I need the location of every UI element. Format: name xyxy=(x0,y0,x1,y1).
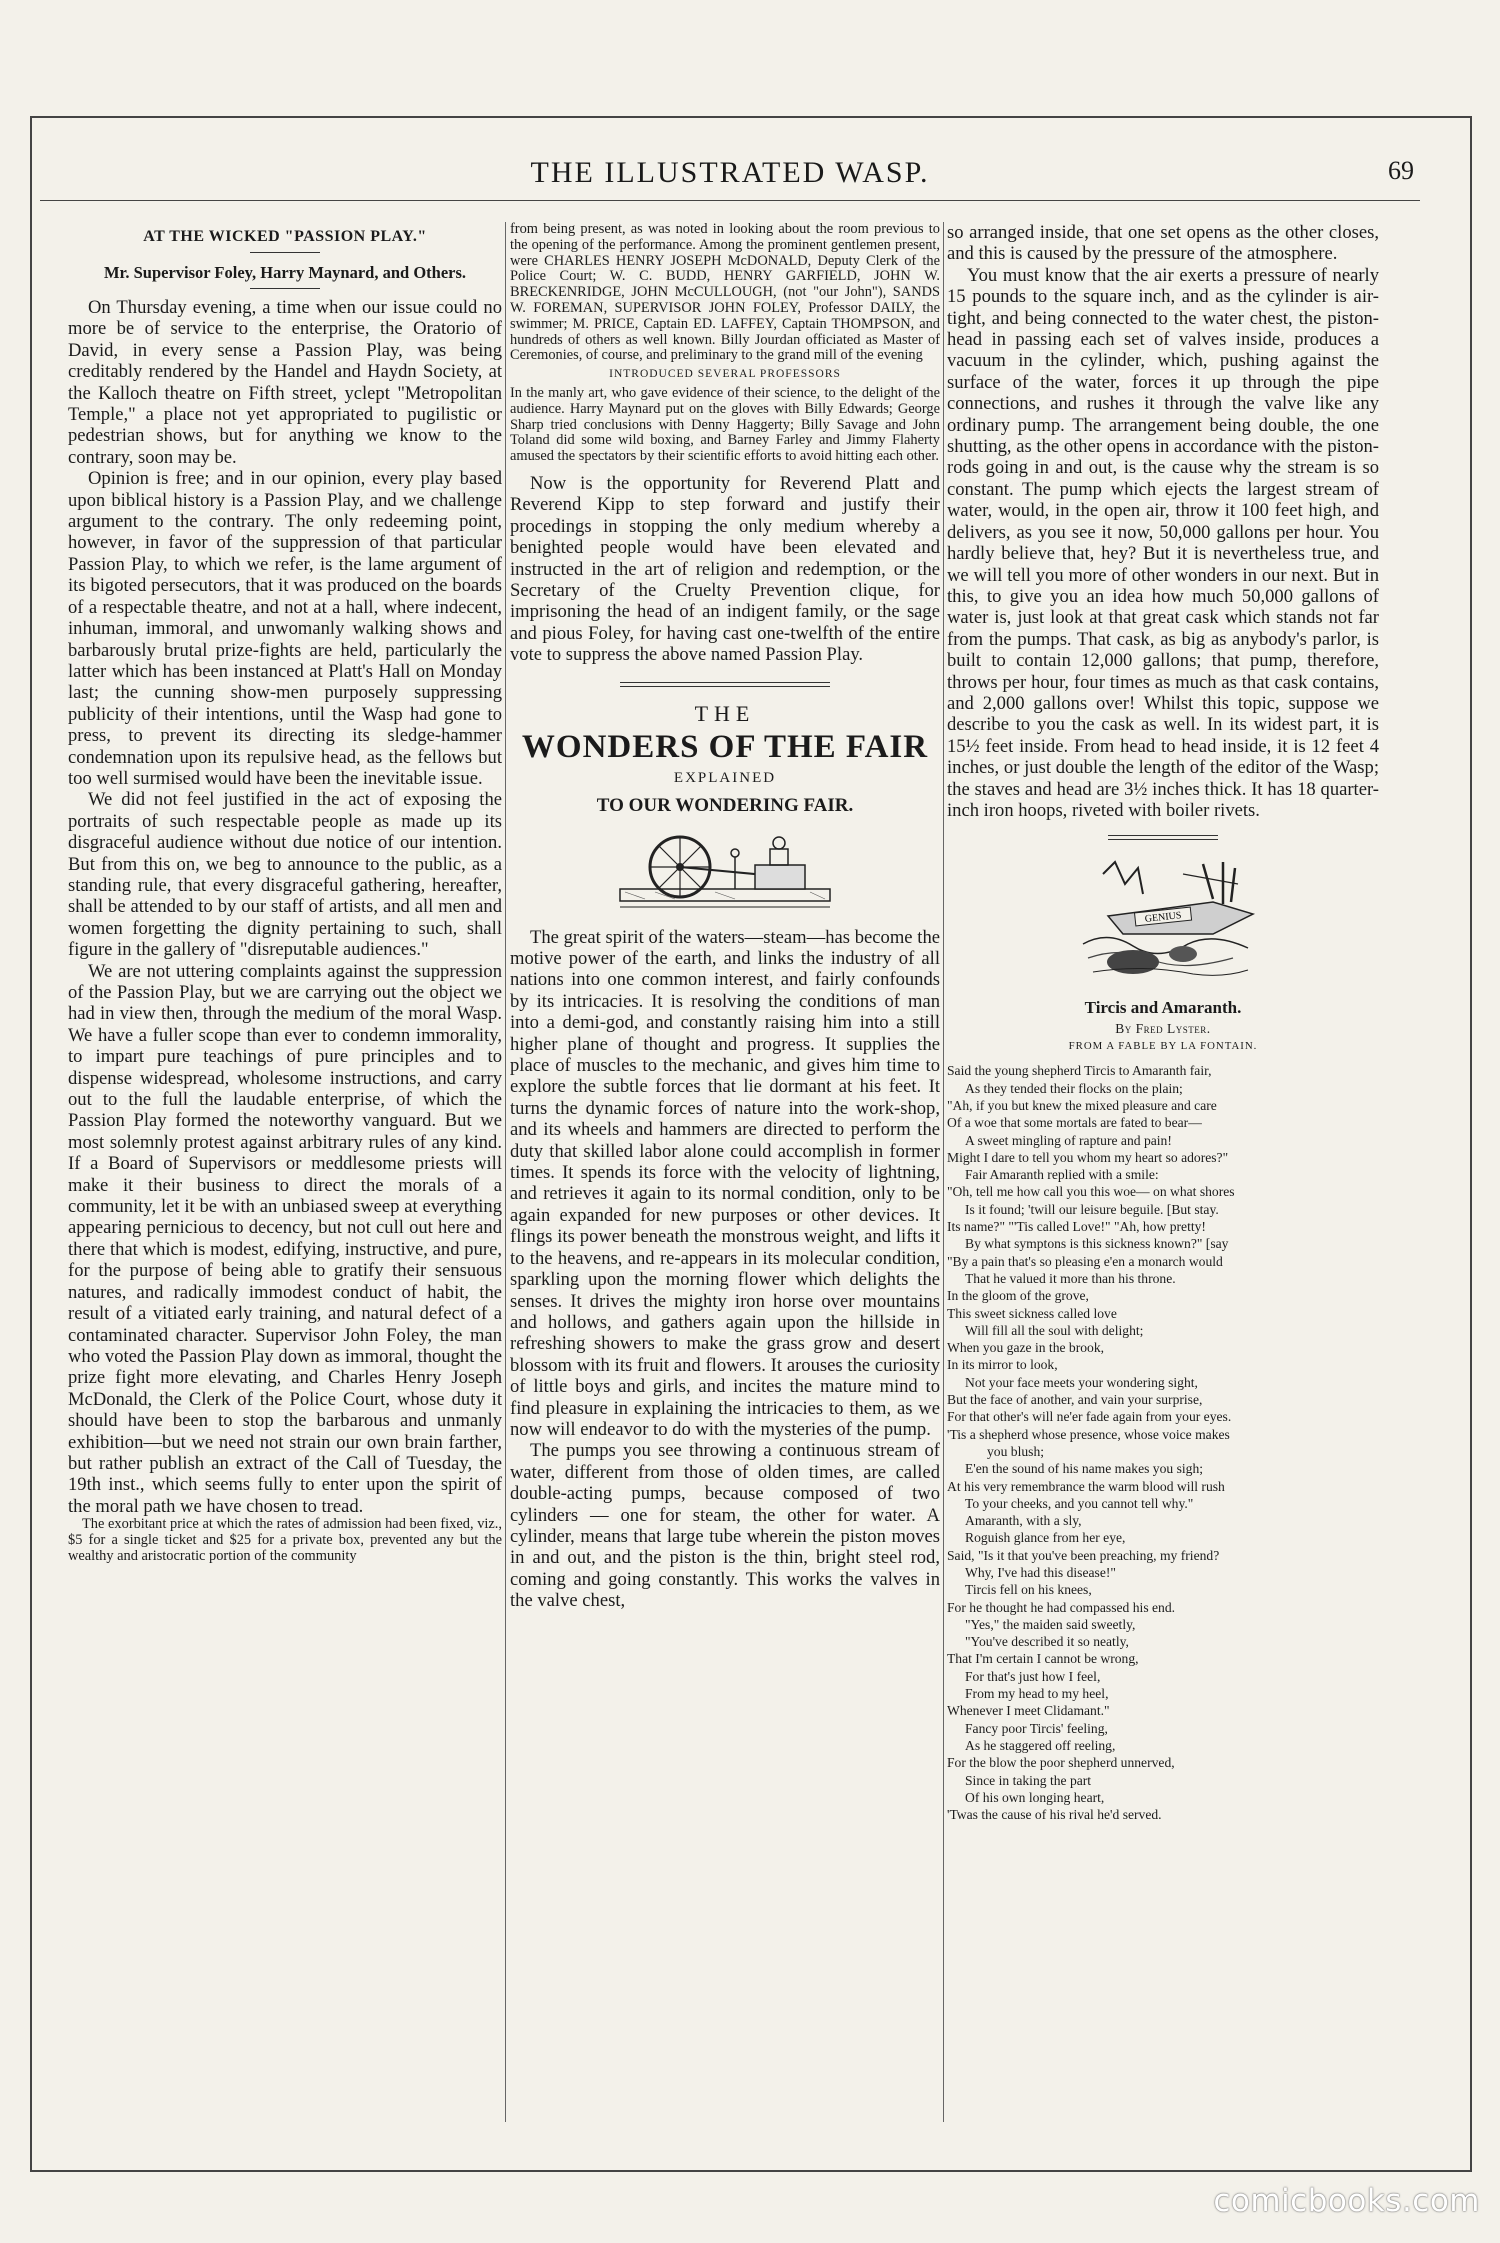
article-subtitle: TO OUR WONDERING FAIR. xyxy=(596,794,854,816)
extract-paragraph: from being present, as was noted in looking about the room previous to the opening of the performance. Among the prominent gentlemen present, were CHARLES HENRY JOSEPH McDONALD, Deputy Clerk of the Police Court; W. C. BUDD, HENRY GARFIELD, JOHN W. BRECKENRIDGE, JOHN McCULLOUGH, (not "our John"), SANDS W. FOREMAN, SUPERVISOR JOHN FOLEY, Professor DAILY, the swimmer; M. PRICE, Captain ED. LAFFEY, Captain THOMPSON, and hundreds of others as well known. Billy Jourdan officiated as Master of Ceremonies, of course, and preliminary to the grand mill of the evening xyxy=(510,222,940,364)
poem-line: "Ah, if you but knew the mixed pleasure and care xyxy=(947,1097,1217,1113)
poem-line: Of his own longing heart, xyxy=(965,1789,1105,1805)
poem-source: FROM A FABLE BY LA FONTAIN. xyxy=(1068,1040,1258,1053)
publication-title: THE ILLUSTRATED WASP. xyxy=(530,156,930,189)
poem-line: Of a woe that some mortals are fated to bear— xyxy=(947,1115,1202,1131)
poem-line: you blush; xyxy=(987,1443,1045,1459)
extract-continued xyxy=(510,222,940,465)
poem-line: Said, "Is it that you've been preaching, my friend? xyxy=(947,1547,1220,1563)
poem-line: "Oh, tell me how call you this woe— on what shores xyxy=(947,1184,1235,1200)
poem-line: But the face of another, and vain your surprise, xyxy=(947,1392,1203,1408)
poem-line: Amaranth, with a sly, xyxy=(965,1513,1082,1529)
column-1 xyxy=(68,222,502,2102)
poem-line: When you gaze in the brook, xyxy=(947,1340,1105,1356)
poem-line: Is it found; 'twill our leisure beguile. [But stay. xyxy=(965,1201,1219,1217)
poem-line: For the blow the poor shepherd unnerved, xyxy=(947,1755,1175,1771)
section-divider xyxy=(620,682,830,687)
poem-line: "By a pain that's so pleasing e'en a monarch would xyxy=(947,1253,1223,1269)
divider xyxy=(250,252,320,253)
extract-paragraph: In the manly art, who gave evidence of their science, to the delight of the audience. Harry Maynard put on the gloves with Billy Edwards; George Sharp tried conclusions with Denny Haggerty; Billy Savage and John Toland did some wild boxing, and Barney Farley and Jimmy Flaherty amused the spectators by their scientific efforts to avoid hitting each other. xyxy=(510,384,940,465)
watermark-text: comicbooks.com xyxy=(1213,2183,1480,2219)
masthead xyxy=(40,150,1420,201)
page-number: 69 xyxy=(1388,156,1414,185)
article-closing xyxy=(510,473,940,666)
paragraph: On Thursday evening, a time when our issue could no more be of service to the enterprise, the Oratorio of David, in every sense a Passion Play, was being creditably rendered by the Handel and Haydn Society, at the Kalloch theatre on Fifth street, yclept "Metropolitan Temple," a place not yet appropriated to pugilistic or pedestrian shows, but for anything we know to the contrary, soon may be. xyxy=(68,297,502,468)
poem-byline: By Fred Lyster. xyxy=(1115,1021,1211,1037)
extract-paragraph: The exorbitant price at which the rates of admission had been fixed, viz., $5 for a single ticket and $25 for a private box, prevented any but the wealthy and aristocratic portion of the community xyxy=(68,1516,502,1564)
poem-line: For that's just how I feel, xyxy=(965,1668,1101,1684)
poem-line: From my head to my heel, xyxy=(965,1686,1109,1702)
paragraph: You must know that the air exerts a pressure of nearly 15 pounds to the square inch, and as the cylinder is air-tight, and being connected to the water chest, the piston-head in passing each set of valves inside, produces a vacuum in the cylinder, which, pushing against the surface of the water, forces it up through the pipe connections, and rushes it through the valve like any ordinary pump. The arrangement being double, the one shutting, as the other opens in accordance with the piston-rods going in and out, is the cause why the stream is so constant. The pump which ejects the largest stream of water, would, in the open air, throw it 100 feet high, and delivers, as you see it now, 50,000 gallons per hour. You hardly believe that, hey? But it is nevertheless true, and we will tell you more of other wonders in our next. But in this, to give you an idea how much 50,000 gallons of water is, just look at that great cask which stands not far from the pumps. That cask, as big as anybody's parlor, is built to contain 12,000 gallons; that pump, therefore, throws per hour, four times as much as that cask contains, and 2,000 gallons over! Whilst this topic, suppose we describe to you the cask as well. In its widest part, it is 15½ feet inside. From head to head inside, it is 12 feet 4 inches, or just double the length of the editor of the Wasp; the staves and head are 3½ inches thick. It has 18 quarter-inch iron hoops, riveted with boiler rivets. xyxy=(947,264,1379,821)
poem-line: 'Tis a shepherd whose presence, whose voice makes xyxy=(947,1426,1230,1442)
poem-line: Whenever I meet Clidamant." xyxy=(947,1703,1110,1719)
poem-line: 'Twas the cause of his rival he'd served. xyxy=(947,1807,1162,1823)
article-headline: AT THE WICKED "PASSION PLAY." xyxy=(143,228,427,245)
paragraph: Opinion is free; and in our opinion, every play based upon biblical history is a Passion Play, and we challenge argument to the contrary. The only redeeming point, however, in favor of the suppression of that particular Passion Play, to which we refer, is the lame argument of its bigoted persecutors, that it was produced on the boards of a respectable theatre, and not at a hall, where indecent, inhuman, immoral, and unwomanly walking shows and barbarously brutal prize-fights are held, particularly the latter which has been instanced at Platt's Hall on Monday last; the cunning show-men purposely suppressing publicity of their intentions, until the Wasp had gone to press, to prevent its directing its sledge-hammer condemnation upon its repulsive head, as the fellows but too well surmised would have been the inevitable issue. xyxy=(68,468,502,789)
extract-subhead: INTRODUCED SEVERAL PROFESSORS xyxy=(609,368,841,381)
column-2 xyxy=(510,222,940,2102)
article-body xyxy=(510,927,940,1612)
poem-line: Not your face meets your wondering sight, xyxy=(965,1374,1198,1390)
poem-line: For he thought he had compassed his end. xyxy=(947,1599,1176,1615)
poem-line: "Yes," the maiden said sweetly, xyxy=(965,1616,1136,1632)
article-kicker: THE xyxy=(694,700,756,726)
poem-line: As they tended their flocks on the plain; xyxy=(965,1080,1183,1096)
poem-line: "You've described it so neatly, xyxy=(965,1634,1129,1650)
column-divider xyxy=(943,222,944,2122)
poem-line: A sweet mingling of rapture and pain! xyxy=(965,1132,1172,1148)
steam-engine-illustration xyxy=(615,827,835,917)
extract xyxy=(68,1517,502,1564)
paragraph: The pumps you see throwing a continuous stream of water, different from those of olden times, are called double-acting pumps, because composed of two cylinders — one for steam, the other for water. A cylinder, means that large tube wherein the piston moves in and out, and the piston is the thin, bright steel rod, coming and going constantly. This works the valves in the valve chest, xyxy=(510,1440,940,1612)
poem-line: Its name?" "'Tis called Love!" "Ah, how pretty! xyxy=(947,1219,1206,1235)
shipwreck-illustration xyxy=(1063,854,1263,984)
poem-line: Said the young shepherd Tircis to Amaranth fair, xyxy=(947,1063,1212,1079)
article-explained: EXPLAINED xyxy=(673,769,777,786)
poem-line: Since in taking the part xyxy=(965,1772,1092,1788)
paragraph: The great spirit of the waters—steam—has become the motive power of the earth, and links the industry of all nations into one common interest, and fairly confounds by its intricacies. It is resolving the conditions of man into a demi-god, and constantly raising him into a still higher plane of thought and progress. It supplies the place of muscles to the mechanic, and gives him time to explore the subtle forces that lie dormant at his feet. It turns the dynamic forces of nature into the work-shop, and its wheels and hammers are directed to perform the duty that skilled labor alone could accomplish in former times. It spends its force with the velocity of lightning, and retrieves it again to its normal condition, only to be again expanded for new purposes or other devices. It flings its power beneath the monstrous weight, and lifts it to the heavens, and re-appears in its molecular condition, sparkling upon the morning flower which delights the senses. It drives the mighty iron horse over mountains and hollows, and gathers again upon the hillside in refreshing showers to make the grass grow and desert blossom with its fruit and flowers. It arouses the curiosity of little boys and girls, and incites the mature mind to find pleasure in explaining the intricacies to them, as we now will endeavor to do with the mysteries of the pump. xyxy=(510,926,940,1440)
poem-line: As he staggered off reeling, xyxy=(965,1737,1116,1753)
poem-line: That I'm certain I cannot be wrong, xyxy=(947,1651,1139,1667)
poem-title: Tircis and Amaranth. xyxy=(1084,998,1242,1018)
poem-line: In the gloom of the grove, xyxy=(947,1288,1089,1304)
column-3 xyxy=(947,222,1379,2102)
ship-name-label: GENIUS xyxy=(1144,910,1182,926)
poem-line: To your cheeks, and you cannot tell why." xyxy=(965,1495,1194,1511)
paragraph: We did not feel justified in the act of exposing the portraits of such respectable people as made up its disgraceful audience without due notice of our intention. But from this on, we beg to announce to the public, as a standing rule, that every disgraceful gathering, hereafter, shall be attended to by our staff of artists, and all men and women forgetting the dignity pertaining to such, shall figure in the gallery of "disreputable audiences." xyxy=(68,789,502,961)
poem-line: Fancy poor Tircis' feeling, xyxy=(965,1720,1108,1736)
poem-line: Roguish glance from her eye, xyxy=(965,1530,1126,1546)
article-body xyxy=(68,297,502,1517)
paragraph: so arranged inside, that one set opens as the other closes, and this is caused by the pressure of the atmosphere. xyxy=(947,222,1379,265)
poem-line: Might I dare to tell you whom my heart so adores?" xyxy=(947,1149,1229,1165)
poem-line: This sweet sickness called love xyxy=(947,1305,1117,1321)
poem-body xyxy=(947,1062,1379,1823)
poem-line: Tircis fell on his knees, xyxy=(965,1582,1092,1598)
divider xyxy=(250,288,320,289)
poem-line: Fair Amaranth replied with a smile: xyxy=(965,1167,1159,1183)
article-title: WONDERS OF THE FAIR xyxy=(521,728,929,765)
column-divider xyxy=(505,222,506,2122)
poem-line: For that other's will ne'er fade again from your eyes. xyxy=(947,1409,1232,1425)
poem-line: By what symptons is this sickness known?" [say xyxy=(965,1236,1229,1252)
article-body-continued xyxy=(947,222,1379,821)
poem-line: Why, I've had this disease!" xyxy=(965,1564,1116,1580)
poem-line: At his very remembrance the warm blood will rush xyxy=(947,1478,1225,1494)
poem-line: In its mirror to look, xyxy=(947,1357,1058,1373)
poem-line: Will fill all the soul with delight; xyxy=(965,1322,1144,1338)
paragraph: Now is the opportunity for Reverend Platt and Reverend Kipp to step forward and justify their procedings in stopping the only medium whereby a benighted people would have been elevated and instructed in the art of religion and redemption, or the Secretary of the Cruelty Prevention clique, for imprisoning the head of an indigent family, or the sage and pious Foley, for having cast one-twelfth of the entire vote to suppress the above named Passion Play. xyxy=(510,472,940,666)
paragraph: We are not uttering complaints against the suppression of the Passion Play, but we are carrying out the object we had in view then, through the medium of the moral Wasp. We have a fuller scope than ever to condemn immorality, to impart pure teachings of pure principles and to dispense widespread, wholesome instructions, and carry out to the full the laudable enterprise, of which the Passion Play formed the noteworthy vanguard. But we most solemnly protest against arbitrary rules of any kind. If a Board of Supervisors or meddlesome priests will make it their business to direct the morals of a community, let it be with an unbiased sweep at everything appearing pernicious to decency, but not cull out here and there that which is modest, edifying, instructive, and pure, for the purpose of being able to gratify their sensuous natures, and radically immodest conduct of habit, the result of a vitiated early training, and natural defect of a contaminated character. Supervisor John Foley, the man who voted the Passion Play down as immoral, thought the prize fight more elevating, and Charles Henry Joseph McDonald, the Clerk of the Police Court, whose duty it should have been to stop the barbarous and unmanly exhibition—but we need not strain our own brain farther, but rather publish an extract of the Call of Tuesday, the 19th inst., which seems fully to enter upon the spirit of the moral path we have chosen to tread. xyxy=(68,960,502,1517)
poem-line: That he valued it more than his throne. xyxy=(965,1270,1176,1286)
article-subhead: Mr. Supervisor Foley, Harry Maynard, and Others. xyxy=(103,263,467,282)
section-divider xyxy=(1108,835,1218,840)
poem-line: E'en the sound of his name makes you sigh; xyxy=(965,1461,1204,1477)
